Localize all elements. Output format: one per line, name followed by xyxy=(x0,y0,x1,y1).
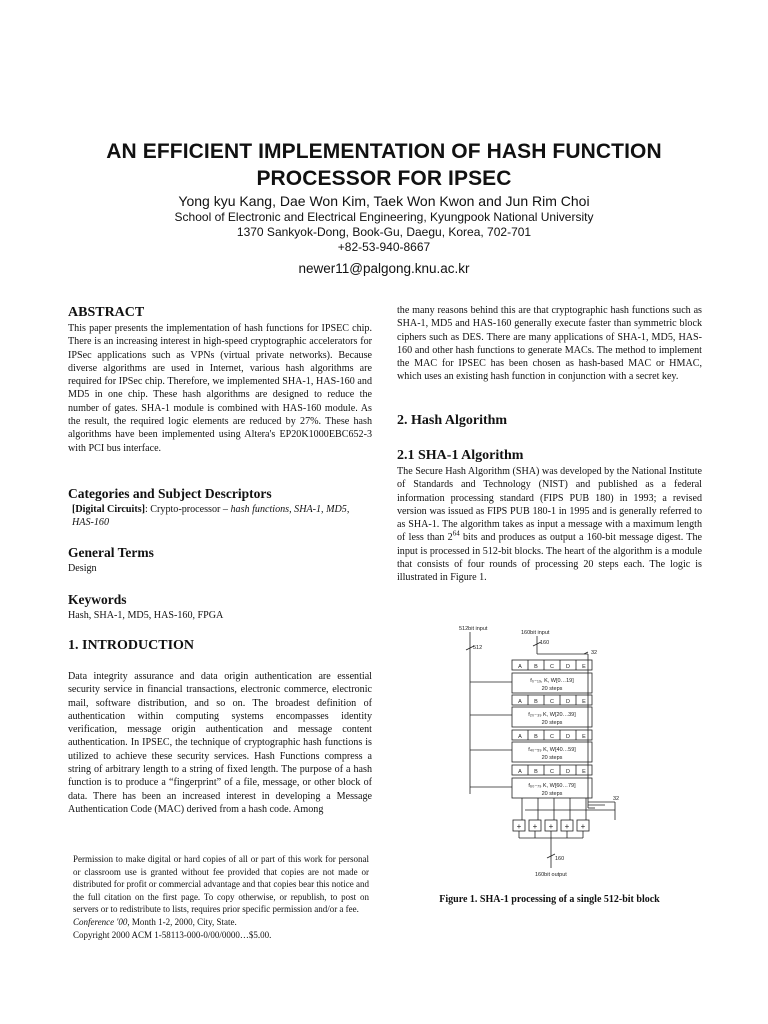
reg-d-4: D xyxy=(566,769,570,775)
adder-2: + xyxy=(532,822,538,831)
round-1-steps: 20 steps xyxy=(541,686,563,692)
reg-b-2: B xyxy=(534,699,538,705)
paper-title xyxy=(40,138,728,192)
categories-heading: Categories and Subject Descriptors xyxy=(68,486,272,501)
sha1-text-part1: The Secure Hash Algorithm (SHA) was developed by the National Institute of Standards and Technology (NIST) and published as a federal information processing standard (FIPS PUB 180) in 1993; a revised version was issued as FIPS PUB 180-1 in 1995 and is generally referred to as SHA-1. The algorithm takes as input a message with a maximum length of less than 2 xyxy=(397,466,702,544)
sha1-exponent: 64 xyxy=(452,530,460,539)
reg-a-1: A xyxy=(518,664,522,670)
adder-5: + xyxy=(580,822,586,831)
introduction-text: Data integrity assurance and data origin authentication are essential security service in financial transactions, electronic commerce, electronic mail, software distribution, and so on. The broadest definition of authentication within computing systems encompasses identity verification, message origin authentication and message content authentication. In IPSEC, the technique of cryptographic hash functions is utilized to achieve these security services. Hash Functions compress a string of arbitrary length to a string of fixed length. The purpose of a hash function is to produce a “fingerprint” of a file, message, or other block of data. There has been an increased interest in developing a Message Authentication Code (MAC) derived from a hash code. Among xyxy=(68,671,372,815)
bypass-lines xyxy=(588,802,615,820)
title-line-2: PROCESSOR FOR IPSEC xyxy=(256,167,512,190)
hash-algorithm-heading: 2. Hash Algorithm xyxy=(397,413,508,428)
categories-italic: hash functions, SHA-1, MD5, HAS-160 xyxy=(72,504,350,529)
introduction-heading: 1. INTRODUCTION xyxy=(68,638,195,653)
abstract-text: This paper presents the implementation of hash functions for IPSEC chip. There is an increasing interest in high-speed cryptographic accelerators for IPSec applications such as VPNs (virtual private networks). Because diverse algorithms are used in Internet, various hash algorithms are required for IPSec chip. Therefore, we implemented SHA-1, HAS-160 and MD5 in one chip. These hash algorithms are designed to reduce the number of gates. SHA-1 module is combined with HAS-160 module. As the result, the required logic elements are reduced by 27%. These hash algorithms have been implemented using Altera's EP20K1000EBC652-3 with PCI bus interface. xyxy=(68,323,372,454)
abstract-section xyxy=(68,304,372,455)
affiliation: School of Electronic and Electrical Engineering, Kyungpook National University xyxy=(174,210,594,224)
sha1-heading: 2.1 SHA-1 Algorithm xyxy=(397,448,524,463)
reg-d-1: D xyxy=(566,664,570,670)
bus-32-label: 32 xyxy=(591,650,598,656)
reg-e-1: E xyxy=(582,664,586,670)
permission-text: Permission to make digital or hard copies of all or part of this work for personal or classroom use is granted without fee provided that copies are not made or distributed for profit or commercial advantage and that copies bear this notice and the full citation on the first page. To copy otherwise, or republish, to post on servers or to redistribute to lists, requires prior specific permission and/or a fee. xyxy=(73,854,369,915)
email-address: newer11@palgong.knu.ac.kr xyxy=(298,261,470,276)
introduction-continued xyxy=(397,304,702,384)
adder-1: + xyxy=(516,822,522,831)
categories-section xyxy=(68,485,372,530)
reg-c-3: C xyxy=(550,734,554,740)
reg-b-4: B xyxy=(534,769,538,775)
permission-notice xyxy=(73,853,369,941)
reg-c-1: C xyxy=(550,664,554,670)
sha1-section xyxy=(397,447,702,585)
round-4-steps: 20 steps xyxy=(541,791,563,797)
general-terms-section xyxy=(68,544,372,575)
reg-c-4: C xyxy=(550,769,554,775)
reg-d-2: D xyxy=(566,699,570,705)
reg-d-3: D xyxy=(566,734,570,740)
categories-rest: : Crypto-processor – xyxy=(144,504,231,515)
reg-a-4: A xyxy=(518,769,522,775)
introduction-continued-text: the many reasons behind this are that cryptographic hash functions such as SHA-1, MD5 and HAS-160 generally execute faster than symmetric block ciphers such as DES. There are many applications of SHA-1, MD5, HAS-160 and other hash functions to generate MACs. The method to implement the MAC for IPSEC has been chosen as hash-based MAC or HMAC, which uses an existing hash function in conjunction with a secret key. xyxy=(397,305,702,383)
reg-b-1: B xyxy=(534,664,538,670)
reg-e-3: E xyxy=(582,734,586,740)
introduction-section xyxy=(68,637,372,816)
bypass-32-label: 32 xyxy=(613,796,620,802)
output-160-label: 160 xyxy=(555,856,565,862)
figure-1-caption: Figure 1. SHA-1 processing of a single 512-bit block xyxy=(439,894,660,905)
conference-details: , Month 1-2, 2000, City, State. xyxy=(127,916,237,927)
author-list: Yong kyu Kang, Dae Won Kim, Taek Won Kwon and Jun Rim Choi xyxy=(178,193,590,209)
adder-3: + xyxy=(548,822,554,831)
copyright-line: Copyright 2000 ACM 1-58113-000-0/00/0000…$5.00. xyxy=(73,929,272,940)
round-4-func: f₆₀₋₇₉ K, W[60…79] xyxy=(528,783,576,789)
round-output-lines xyxy=(522,798,615,820)
round-1-func: f₀₋₁₉, K, W[0…19] xyxy=(530,678,574,684)
round-3-func: f₄₀₋₅₉ K, W[40…59] xyxy=(528,747,576,753)
general-terms-text: Design xyxy=(68,563,97,574)
reg-e-4: E xyxy=(582,769,586,775)
round-2-func: f₂₀₋₃₉ K, W[20…39] xyxy=(528,712,576,718)
output-lines xyxy=(519,831,583,868)
bus-512-label: 512 xyxy=(473,645,483,651)
reg-a-3: A xyxy=(518,734,522,740)
keywords-section xyxy=(68,591,372,622)
reg-c-2: C xyxy=(550,699,554,705)
address: 1370 Sankyok-Dong, Book-Gu, Daegu, Korea, 702-701 xyxy=(236,225,532,239)
bus-160-label: 160 xyxy=(540,640,550,646)
input-512-label: 512bit input xyxy=(459,626,488,632)
categories-bracket: [Digital Circuits] xyxy=(72,504,145,515)
general-terms-heading: General Terms xyxy=(68,545,154,560)
keywords-text: Hash, SHA-1, MD5, HAS-160, FPGA xyxy=(68,610,224,621)
output-label: 160bit output xyxy=(535,872,567,878)
round-3-steps: 20 steps xyxy=(541,755,563,761)
keywords-heading: Keywords xyxy=(68,592,127,607)
sha1-text xyxy=(397,465,702,585)
conference-name: Conference '00 xyxy=(73,916,128,927)
hash-algorithm-section xyxy=(397,412,702,429)
abstract-heading: ABSTRACT xyxy=(68,305,145,320)
conference-line xyxy=(73,916,369,929)
reg-a-2: A xyxy=(518,699,522,705)
sha1-text-part2: bits and produces as output a 160-bit message digest. The input is processed in 512-bit blocks. The heart of the algorithm is a module that consists of four rounds of processing 20 steps each. The logic is illustrated in Figure 1. xyxy=(397,532,703,584)
adder-4: + xyxy=(564,822,570,831)
sha1-block-diagram xyxy=(455,624,660,882)
title-line-1: AN EFFICIENT IMPLEMENTATION OF HASH FUNCTION xyxy=(106,140,662,163)
round-2-steps: 20 steps xyxy=(541,720,563,726)
reg-b-3: B xyxy=(534,734,538,740)
reg-e-2: E xyxy=(582,699,586,705)
phone: +82-53-940-8667 xyxy=(337,240,431,254)
input-160-label: 160bit input xyxy=(521,630,550,636)
categories-text xyxy=(68,503,372,530)
